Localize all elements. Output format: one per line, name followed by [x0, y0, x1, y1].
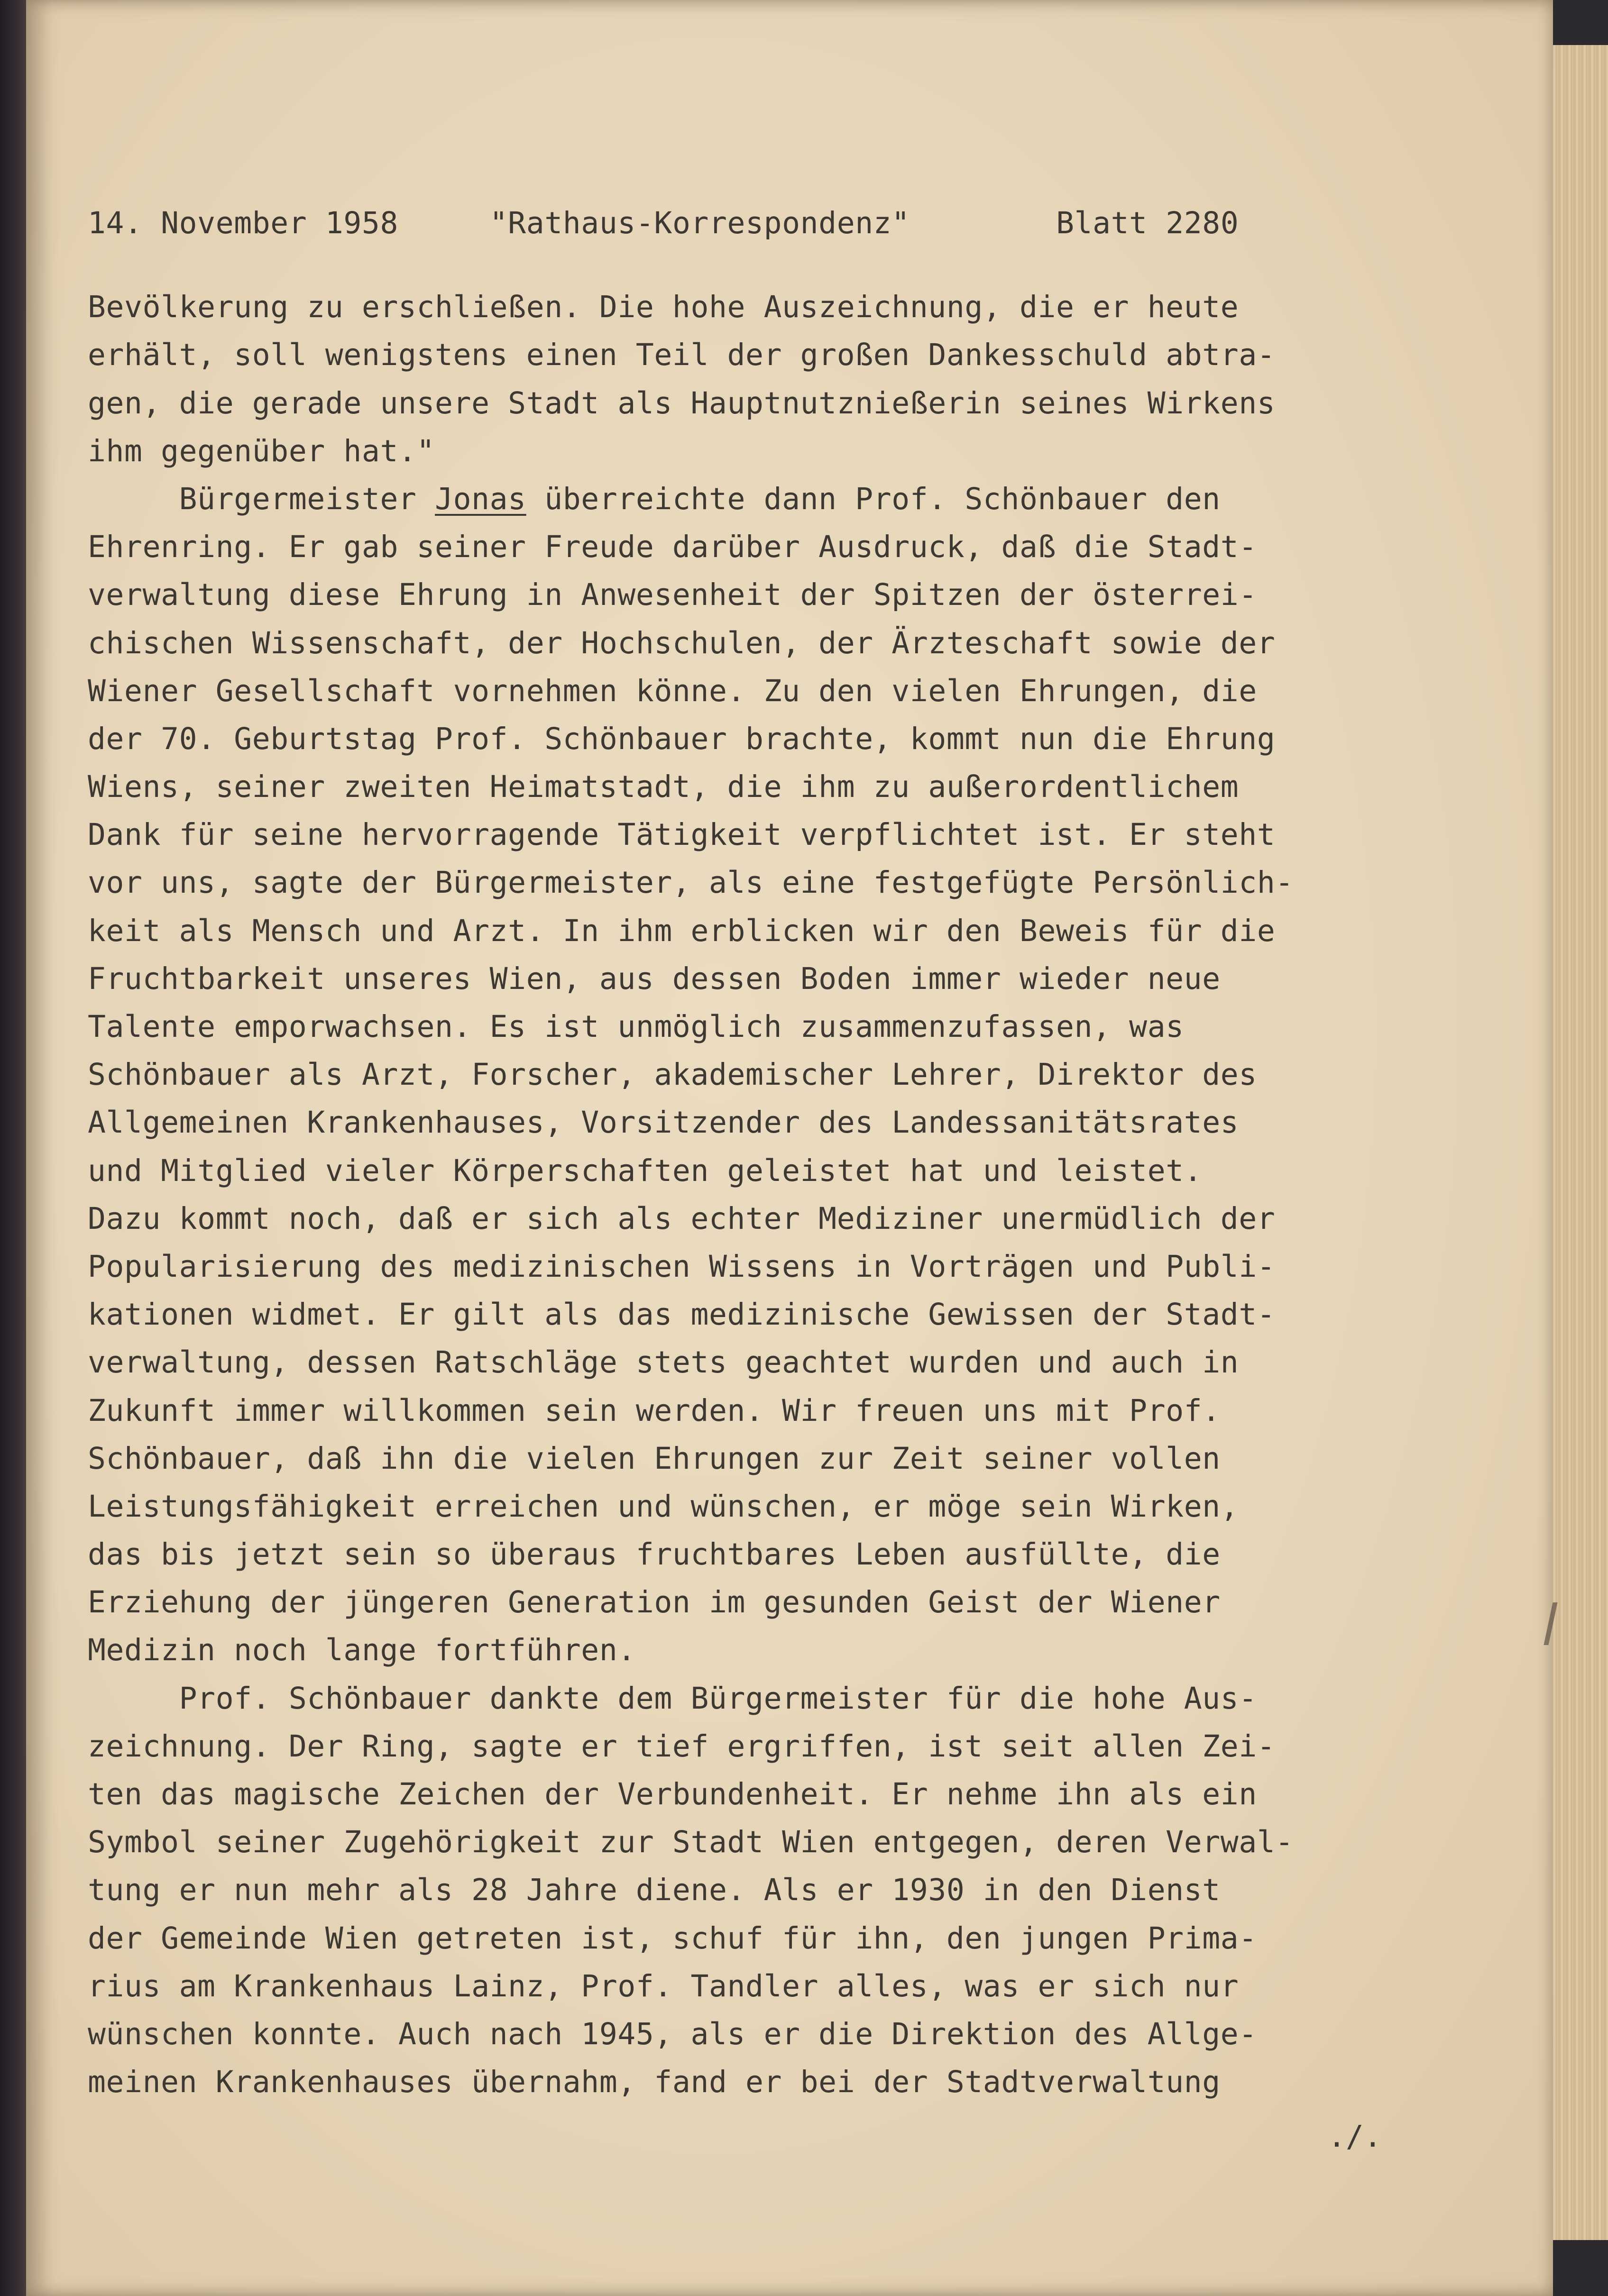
text-line: ihm gegenüber hat." [88, 433, 435, 468]
text-line: Popularisierung des medizinischen Wissens in Vorträgen und Publi- [88, 1249, 1276, 1284]
text-line: chischen Wissenschaft, der Hochschulen, der Ärzteschaft sowie der [88, 625, 1276, 660]
header-sheet: Blatt 2280 [1056, 206, 1239, 240]
text-line [88, 475, 1449, 523]
underlined-name: Jonas [435, 481, 526, 516]
text-line: Talente emporwachsen. Es ist unmöglich zusammenzufassen, was [88, 1009, 1184, 1044]
text-line: Bevölkerung zu erschließen. Die hohe Auszeichnung, die er heute [88, 290, 1239, 325]
text-line: kationen widmet. Er gilt als das medizinische Gewissen der Stadt- [88, 1297, 1276, 1332]
text-line: Zukunft immer willkommen sein werden. Wir freuen uns mit Prof. [88, 1393, 1221, 1428]
text-line: vor uns, sagte der Bürgermeister, als eine festgefügte Persönlich- [88, 865, 1294, 900]
typewritten-text [88, 199, 1449, 2106]
text-line: Prof. Schönbauer dankte dem Bürgermeister für die hohe Aus- [88, 1681, 1257, 1716]
text-line: gen, die gerade unsere Stadt als Hauptnutznießerin seines Wirkens [88, 385, 1276, 421]
text-line: Wiener Gesellschaft vornehmen könne. Zu den vielen Ehrungen, die [88, 673, 1257, 708]
text-line: meinen Krankenhauses übernahm, fand er bei der Stadtverwaltung [88, 2065, 1221, 2100]
text-line: wünschen konnte. Auch nach 1945, als er die Direktion des Allge- [88, 2016, 1257, 2051]
text-line: Schönbauer, daß ihn die vielen Ehrungen zur Zeit seiner vollen [88, 1441, 1221, 1476]
page-header [88, 199, 1449, 247]
text-line: der 70. Geburtstag Prof. Schönbauer brachte, kommt nun die Ehrung [88, 721, 1276, 756]
text-line: Symbol seiner Zugehörigkeit zur Stadt Wien entgegen, deren Verwal- [88, 1825, 1294, 1860]
header-publication: "Rathaus-Korrespondenz" [489, 206, 910, 240]
text-line: der Gemeinde Wien getreten ist, schuf für ihn, den jungen Prima- [88, 1921, 1257, 1956]
header-date: 14. November 1958 [88, 206, 398, 240]
text-line: Fruchtbarkeit unseres Wien, aus dessen Boden immer wieder neue [88, 961, 1221, 996]
text-segment: Bürgermeister [88, 481, 435, 516]
text-line: das bis jetzt sein so überaus fruchtbares Leben ausfüllte, die [88, 1537, 1221, 1572]
text-line: rius am Krankenhaus Lainz, Prof. Tandler alles, was er sich nur [88, 1968, 1239, 2003]
text-line: Medizin noch lange fortführen. [88, 1633, 636, 1668]
text-line: Wiens, seiner zweiten Heimatstadt, die ihm zu außerordentlichem [88, 769, 1239, 805]
text-line: verwaltung diese Ehrung in Anwesenheit der Spitzen der österrei- [88, 577, 1257, 613]
text-line: verwaltung, dessen Ratschläge stets geachtet wurden und auch in [88, 1345, 1239, 1380]
text-line: ten das magische Zeichen der Verbundenheit. Er nehme ihn als ein [88, 1777, 1257, 1811]
text-line: Leistungsfähigkeit erreichen und wünschen, er möge sein Wirken, [88, 1489, 1239, 1524]
text-line: Erziehung der jüngeren Generation im gesunden Geist der Wiener [88, 1585, 1221, 1620]
text-line: Allgemeinen Krankenhauses, Vorsitzender des Landessanitätsrates [88, 1105, 1239, 1140]
text-line: tung er nun mehr als 28 Jahre diene. Als er 1930 in den Dienst [88, 1873, 1221, 1908]
text-line: zeichnung. Der Ring, sagte er tief ergriffen, ist seit allen Zei- [88, 1729, 1276, 1764]
text-line: und Mitglied vieler Körperschaften geleistet hat und leistet. [88, 1153, 1203, 1188]
text-line: erhält, soll wenigstens einen Teil der großen Dankesschuld abtra- [88, 338, 1276, 373]
text-line: Dank für seine hervorragende Tätigkeit verpflichtet ist. Er steht [88, 817, 1276, 852]
text-line: Ehrenring. Er gab seiner Freude darüber Ausdruck, daß die Stadt- [88, 530, 1257, 565]
text-line: keit als Mensch und Arzt. In ihm erblicken wir den Beweis für die [88, 913, 1276, 948]
continuation-mark: ./. [1328, 2119, 1382, 2154]
text-line: Dazu kommt noch, daß er sich als echter Mediziner unermüdlich der [88, 1201, 1276, 1236]
text-line: Schönbauer als Arzt, Forscher, akademischer Lehrer, Direktor des [88, 1057, 1257, 1092]
text-segment: überreichte dann Prof. Schönbauer den [526, 481, 1221, 516]
